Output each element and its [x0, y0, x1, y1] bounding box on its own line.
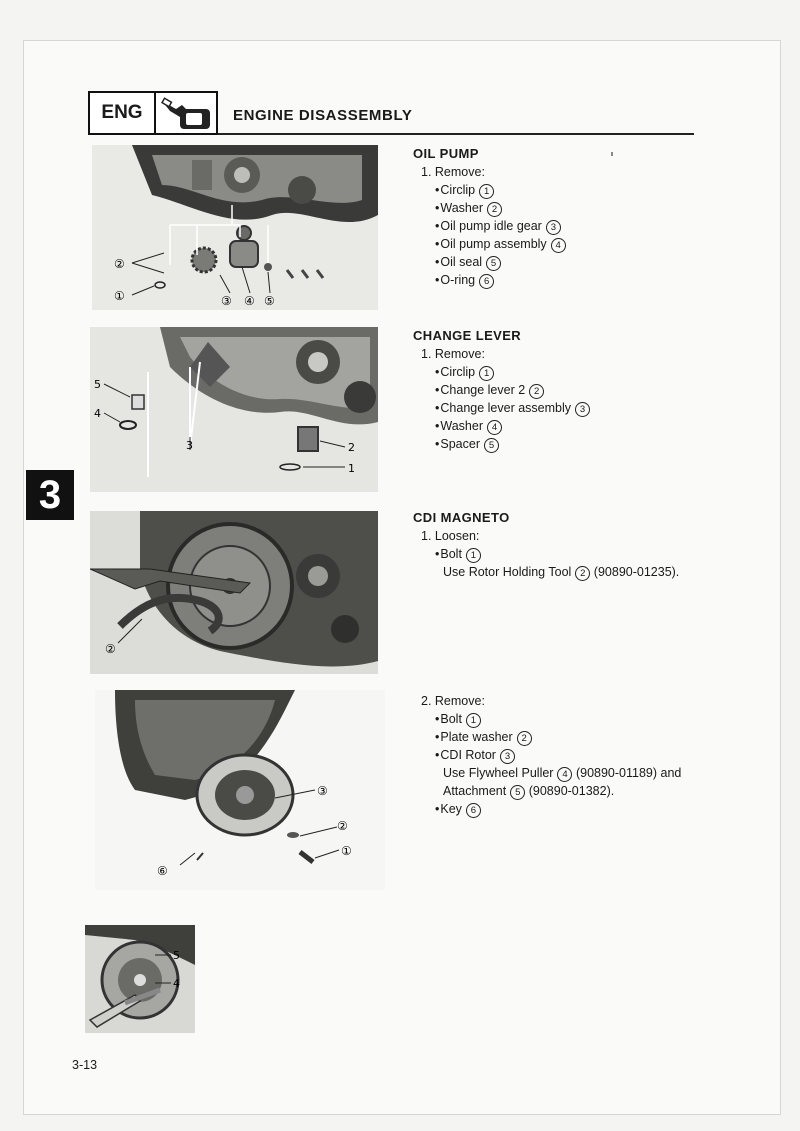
list-item: • Bolt 1	[435, 545, 679, 563]
callout-1: 1	[348, 462, 355, 475]
tool-note: Use Rotor Holding Tool 2 (90890-01235).	[443, 565, 680, 579]
flywheel-puller-photo	[85, 925, 195, 1033]
callout-2: ②	[114, 257, 125, 271]
callout-4: 4	[173, 977, 180, 990]
cdi-magneto-heading: CDI MAGNETO	[413, 510, 510, 525]
change-lever-photo	[90, 327, 378, 492]
callout-3: 3	[186, 439, 193, 452]
cdi-remove-photo	[95, 690, 385, 890]
callout-1: ①	[341, 844, 352, 858]
engine-icon	[158, 97, 214, 131]
list-item: • Oil pump idle gear 3	[435, 217, 566, 235]
list-item: • Washer 4	[435, 417, 590, 435]
callout-5: 5	[173, 949, 180, 962]
page-title: ENGINE DISASSEMBLY	[233, 107, 413, 124]
list-item: • Key 6	[435, 800, 681, 818]
callout-6: ⑥	[157, 864, 168, 878]
cdi-remove-section	[413, 692, 681, 818]
callout-3: ③	[317, 784, 328, 798]
list-item: • O-ring 6	[435, 271, 566, 289]
list-item: • Circlip 1	[435, 363, 590, 381]
page-number: 3-13	[72, 1058, 98, 1072]
list-item: • Bolt 1	[435, 710, 681, 728]
callout-5: ⑤	[264, 294, 275, 308]
oil-pump-step: 1. Remove:	[421, 165, 485, 179]
eng-label: ENG	[90, 93, 156, 133]
callout-4: ④	[244, 294, 255, 308]
cdi-remove-step: 2. Remove:	[421, 694, 485, 708]
tool-note: Use Flywheel Puller 4 (90890-01189) and	[443, 766, 682, 780]
callout-2: 2	[348, 441, 355, 454]
cdi-loosen-photo	[90, 511, 378, 674]
list-item: • Change lever assembly 3	[435, 399, 590, 417]
cdi-magneto-step: 1. Loosen:	[421, 529, 480, 543]
list-item: • CDI Rotor 3	[435, 746, 681, 764]
change-lever-step: 1. Remove:	[421, 347, 485, 361]
change-lever-heading: CHANGE LEVER	[413, 328, 522, 343]
callout-4: 4	[94, 407, 101, 420]
header-rule	[218, 133, 694, 135]
list-item: • Spacer 5	[435, 435, 590, 453]
callout-2: ②	[105, 642, 116, 656]
callout-5: 5	[94, 378, 101, 391]
cdi-magneto-section	[413, 510, 679, 581]
oil-pump-photo	[92, 145, 378, 310]
list-item: • Washer 2	[435, 199, 566, 217]
callout-1: ①	[114, 289, 125, 303]
tool-note: Attachment 5 (90890-01382).	[443, 784, 615, 798]
list-item: • Change lever 2 2	[435, 381, 590, 399]
oil-pump-heading: OIL PUMP	[413, 146, 479, 161]
eng-badge	[88, 91, 218, 135]
oil-pump-section	[413, 146, 566, 289]
change-lever-section	[413, 328, 590, 453]
list-item: • Circlip 1	[435, 181, 566, 199]
callout-2: ②	[337, 819, 348, 833]
list-item: • Oil seal 5	[435, 253, 566, 271]
chapter-tab: 3	[26, 470, 74, 520]
list-item: • Plate washer 2	[435, 728, 681, 746]
callout-3: ③	[221, 294, 232, 308]
stray-mark	[611, 152, 613, 156]
list-item: • Oil pump assembly 4	[435, 235, 566, 253]
